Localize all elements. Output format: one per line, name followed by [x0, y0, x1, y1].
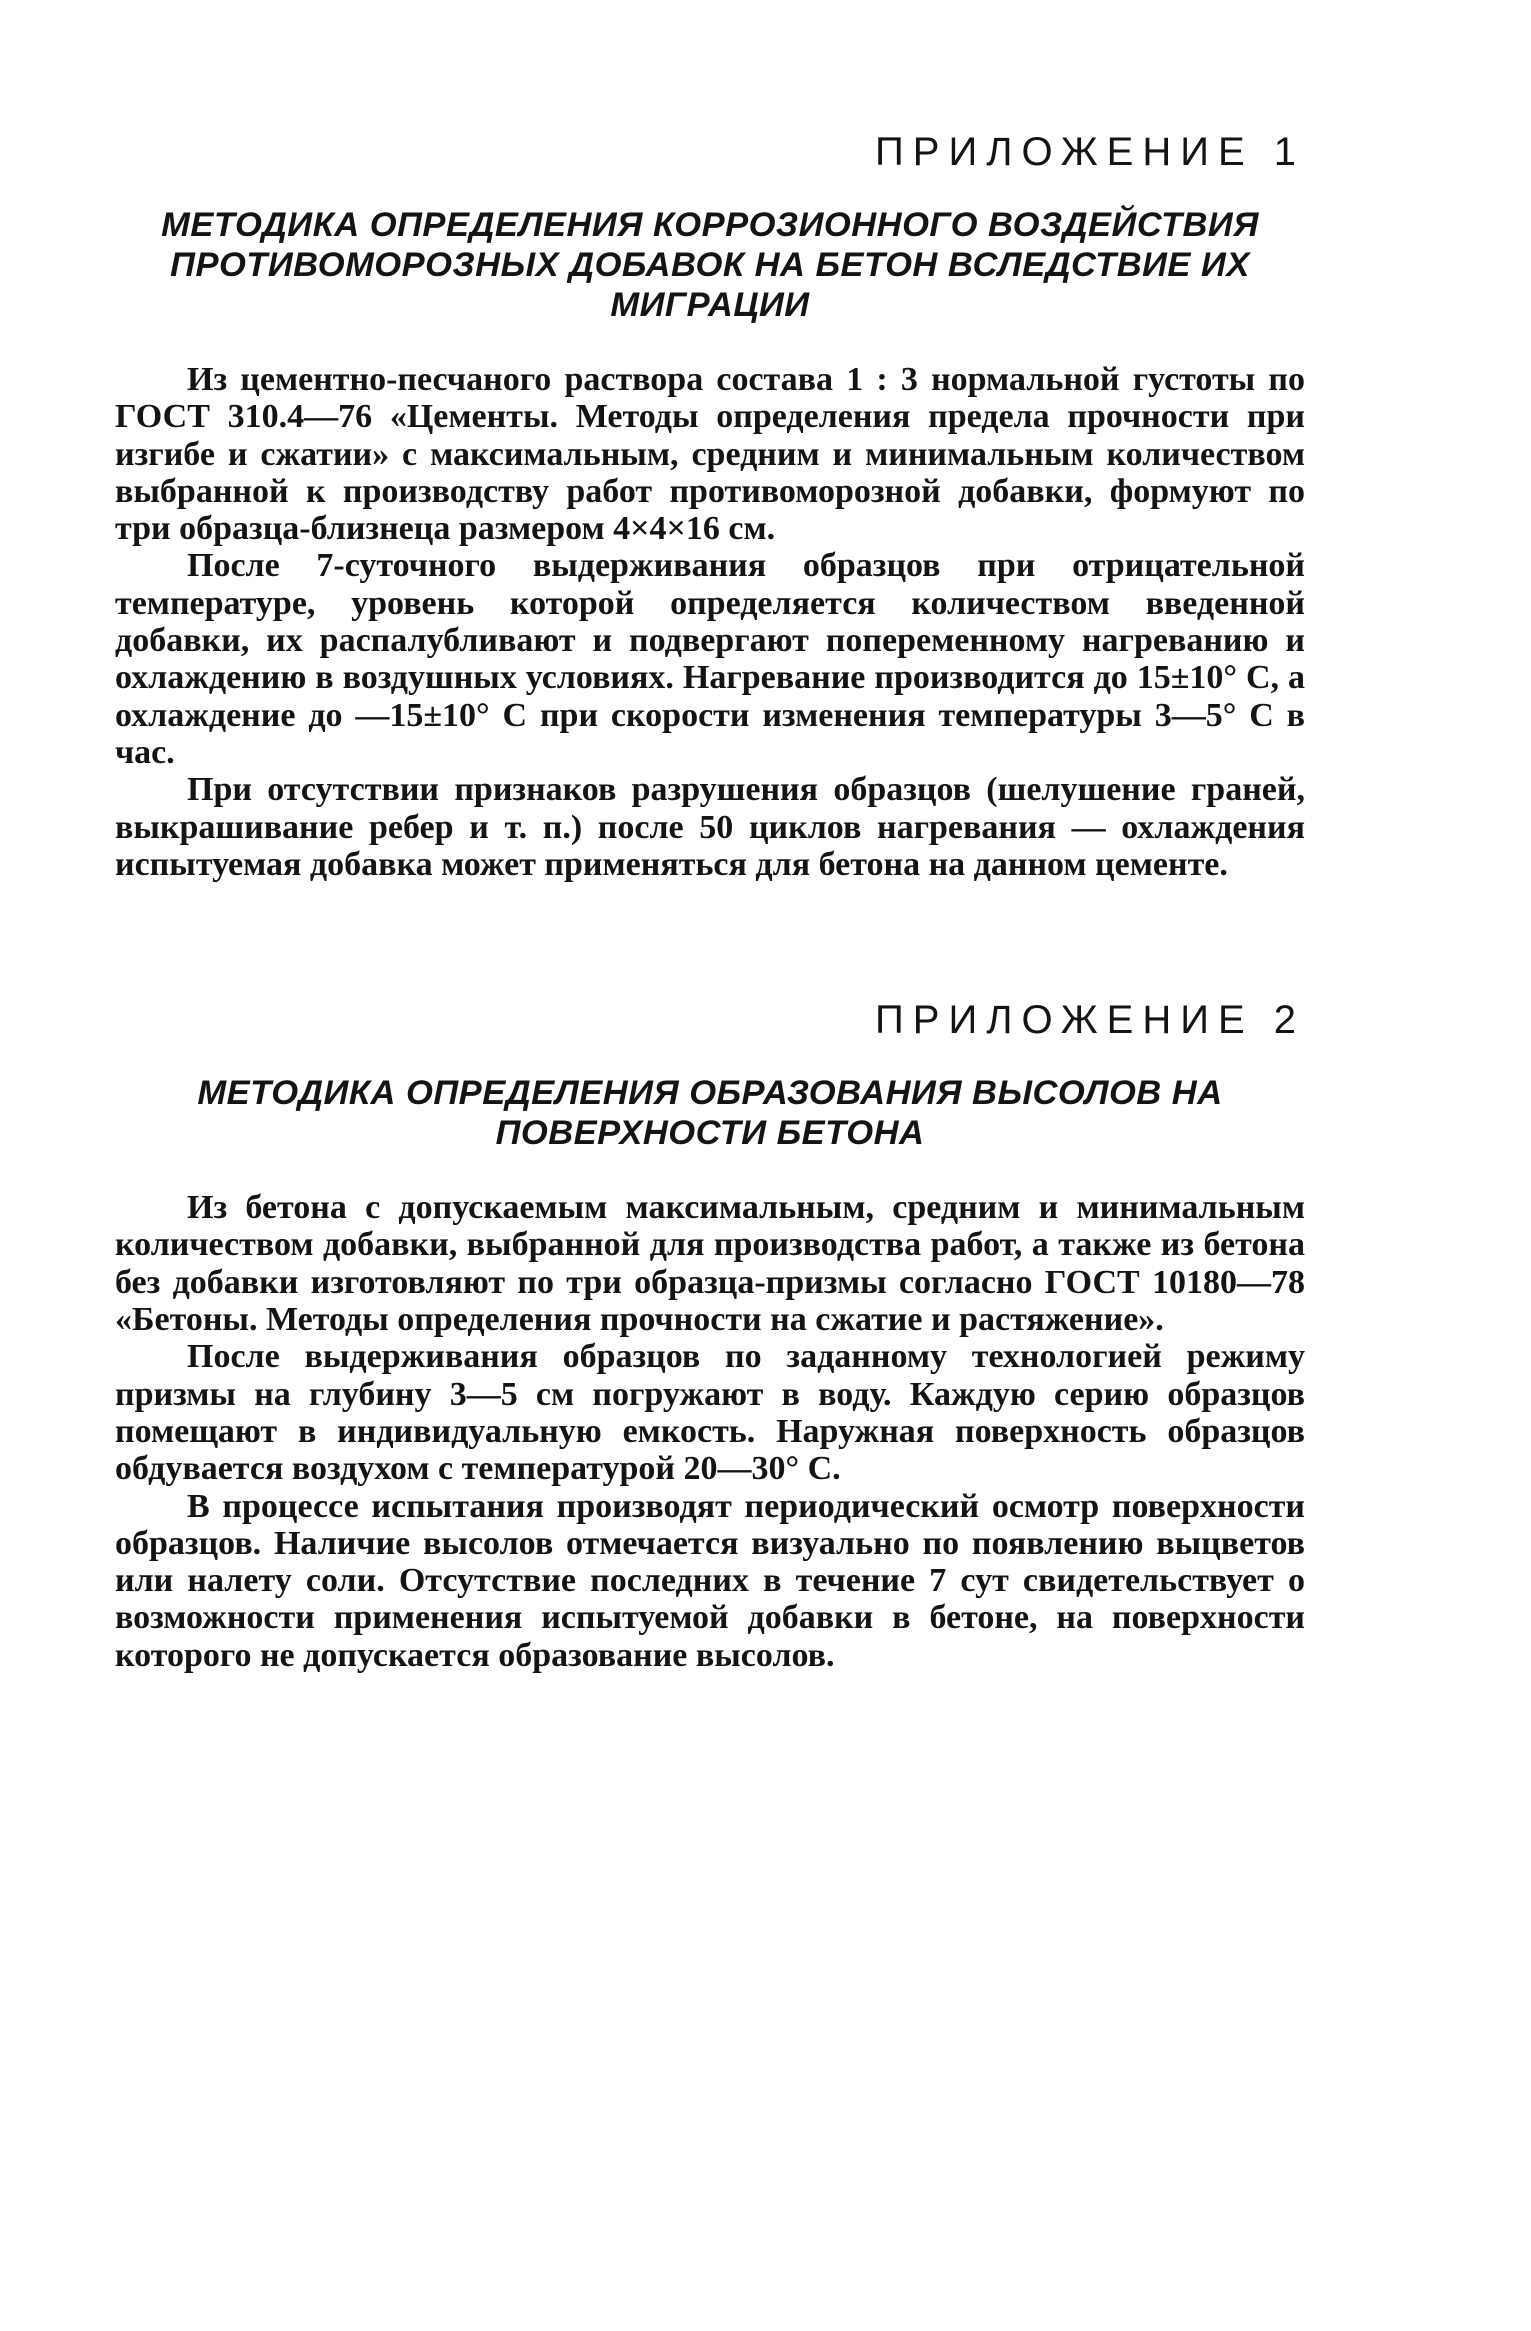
appendix-2-section — [115, 998, 1305, 1674]
appendix-1-title: МЕТОДИКА ОПРЕДЕЛЕНИЯ КОРРОЗИОННОГО ВОЗДЕЙСТВИЯ ПРОТИВОМОРОЗНЫХ ДОБАВОК НА БЕТОН ВСЛЕДСТВИЕ ИХ МИГРАЦИИ — [161, 206, 1259, 324]
appendix-2-body — [115, 1189, 1305, 1674]
appendix-1-body — [115, 361, 1305, 883]
appendix-2-paragraph: Из бетона с допускаемым максимальным, средним и минимальным количеством добавки, выбранной для производства работ, а также из бетона без добавки изготовляют по три образца-призмы согласно ГОСТ 10180—78 «Бетоны. Методы определения прочности на сжатие и растяжение». — [115, 1189, 1305, 1339]
appendix-2-title: МЕТОДИКА ОПРЕДЕЛЕНИЯ ОБРАЗОВАНИЯ ВЫСОЛОВ НА ПОВЕРХНОСТИ БЕТОНА — [197, 1074, 1223, 1153]
appendix-1-label: ПРИЛОЖЕНИЕ 1 — [875, 130, 1305, 174]
appendix-2-paragraph: В процессе испытания производят периодический осмотр поверхности образцов. Наличие высолов отмечается визуально по появлению выцветов или налету соли. Отсутствие последних в течение 7 сут свидетельствует о возможности применения испытуемой добавки в бетоне, на поверхности которого не допускается образование высолов. — [115, 1487, 1305, 1674]
appendix-1-section — [115, 130, 1305, 883]
appendix-2-label: ПРИЛОЖЕНИЕ 2 — [875, 998, 1305, 1043]
appendix-1-paragraph: Из цементно-песчаного раствора состава 1 : 3 нормальной густоты по ГОСТ 310.4—76 «Цементы. Методы определения предела прочности при изгибе и сжатии» с максимальным, средним и минимальным количеством выбранной к производству работ противоморозной добавки, формуют по три образца-близнеца размером 4×4×16 см. — [115, 361, 1305, 548]
appendix-1-paragraph: После 7-суточного выдерживания образцов при отрицательной температуре, уровень которой определяется количеством введенной добавки, их распалубливают и подвергают попеременному нагреванию и охлаждению в воздушных условиях. Нагревание производится до 15±10° С, а охлаждение до —15±10° С при скорости изменения температуры 3—5° С в час. — [115, 547, 1305, 771]
document-page — [115, 130, 1305, 1674]
section-spacer — [115, 883, 1305, 998]
appendix-2-paragraph: После выдерживания образцов по заданному технологией режиму призмы на глубину 3—5 см погружают в воду. Каждую серию образцов помещают в индивидуальную емкость. Наружная поверхность образцов обдувается воздухом с температурой 20—30° С. — [115, 1338, 1305, 1488]
appendix-1-paragraph: При отсутствии признаков разрушения образцов (шелушение граней, выкрашивание ребер и т. п.) после 50 циклов нагревания — охлаждения испытуемая добавка может применяться для бетона на данном цементе. — [115, 771, 1305, 883]
